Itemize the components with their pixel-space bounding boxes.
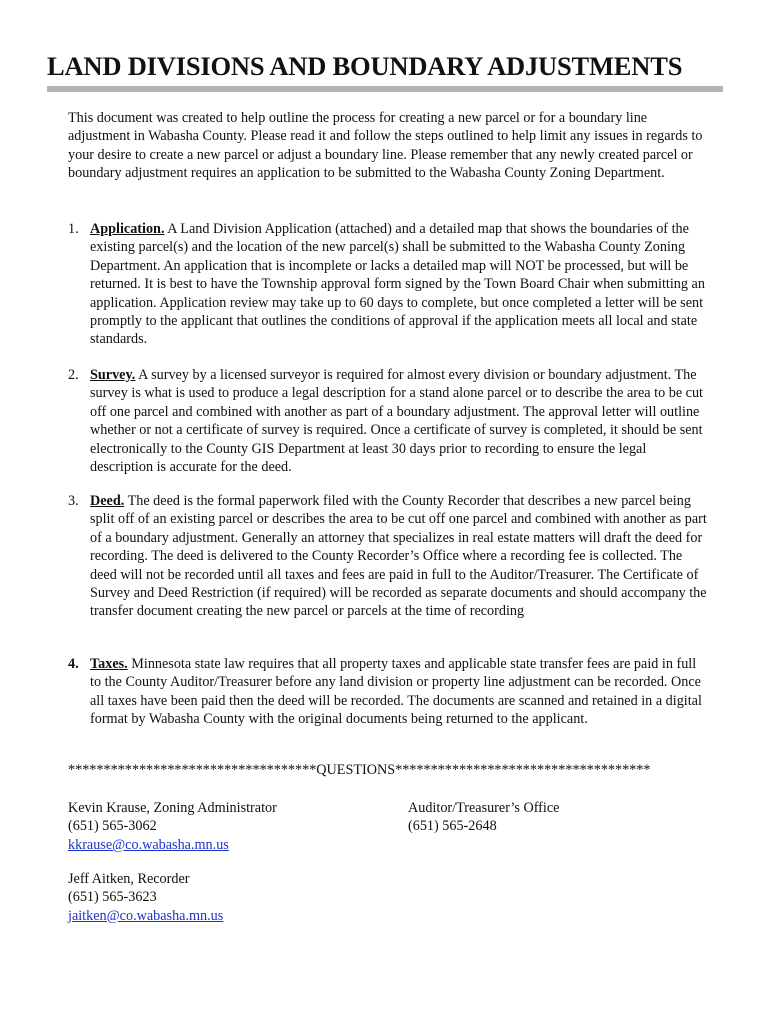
step-application (68, 220, 708, 349)
contact-name: Auditor/Treasurer’s Office (408, 800, 560, 816)
step-term: Application. (90, 221, 165, 237)
step-text: Minnesota state law requires that all property taxes and applicable state transfer fees are paid in full to the County Auditor/Treasurer before any land division or property line adjustment can be recorded. Once all taxes have been paid then the deed will be recorded. The documents are scanned and retained in a digital format by Wabasha County with the original documents being returned to the applicant. (90, 656, 702, 728)
contact-auditor (408, 799, 559, 836)
questions-divider: ***********************************QUESTIONS************************************ (68, 762, 651, 778)
step-number: 2. (68, 367, 79, 383)
step-taxes (68, 655, 708, 729)
contact-name: Kevin Krause, Zoning Administrator (68, 800, 277, 816)
step-text: A Land Division Application (attached) and a detailed map that shows the boundaries of the existing parcel(s) and the location of the new parcel(s) shall be submitted to the Wabasha County Zoning Department. An application that is incomplete or lacks a detailed map will NOT be processed, but will be returned. It is best to have the Township approval form signed by the Town Board Chair when submitting an application. Application review may take up to 60 days to complete, but once completed a letter will be sent promptly to the applicant that outlines the conditions of approval if the application meets all local and state standards. (90, 221, 705, 348)
intro-paragraph: This document was created to help outline the process for creating a new parcel or for a boundary line adjustment in Wabasha County. Please read it and follow the steps outlined to help limit any issues in regards to your desire to create a new parcel or adjust a boundary line. Please remember that any newly created parcel or boundary adjustment requires an application to be submitted to the Wabasha County Zoning Department. (68, 110, 703, 182)
step-term: Deed. (90, 493, 125, 509)
step-body (90, 655, 708, 729)
page-title: LAND DIVISIONS AND BOUNDARY ADJUSTMENTS (47, 51, 683, 81)
title-divider (47, 86, 723, 92)
step-number: 4. (68, 656, 79, 672)
step-body (90, 220, 708, 349)
contact-phone: (651) 565-3062 (68, 818, 157, 835)
contact-recorder (68, 870, 223, 925)
step-body (90, 366, 708, 476)
step-term: Survey. (90, 367, 136, 383)
step-text: A survey by a licensed surveyor is required for almost every division or boundary adjustment. The survey is what is used to produce a legal description for a stand alone parcel or to describe the area to be cut off one parcel and combined with another as part of a boundary adjustment. The approval letter will outline whether or not a certificate of survey is required. Once a certificate of survey is completed, it should be sent electronically to the County GIS Department at least 30 days prior to recording to ensure the legal description is accurate for the deed. (90, 367, 703, 476)
contact-phone: (651) 565-3623 (68, 889, 157, 906)
contact-name: Jeff Aitken, Recorder (68, 871, 190, 887)
contact-email-link[interactable]: kkrause@co.wabasha.mn.us (68, 836, 229, 853)
contact-zoning (68, 799, 277, 854)
step-text: The deed is the formal paperwork filed with the County Recorder that describes a new parcel being split off of an existing parcel or describes the area to be cut off one parcel and combined with another as part of a boundary adjustment. Generally an attorney that specializes in real estate matters will draft the deed for recording. The deed is delivered to the County Recorder’s Office where a recording fee is collected. The deed will not be recorded until all taxes and fees are paid in full to the Auditor/Treasurer. The Certificate of Survey and Deed Restriction (if required) will be recorded as separate documents and should accompany the transfer document creating the new parcel or parcels at the time of recording (90, 493, 707, 620)
contact-phone: (651) 565-2648 (408, 818, 497, 835)
step-term: Taxes. (90, 656, 128, 672)
step-deed (68, 492, 708, 621)
step-body (90, 492, 708, 621)
step-survey (68, 366, 708, 476)
step-number: 3. (68, 493, 79, 509)
step-number: 1. (68, 221, 79, 237)
contact-email-link[interactable]: jaitken@co.wabasha.mn.us (68, 907, 224, 924)
